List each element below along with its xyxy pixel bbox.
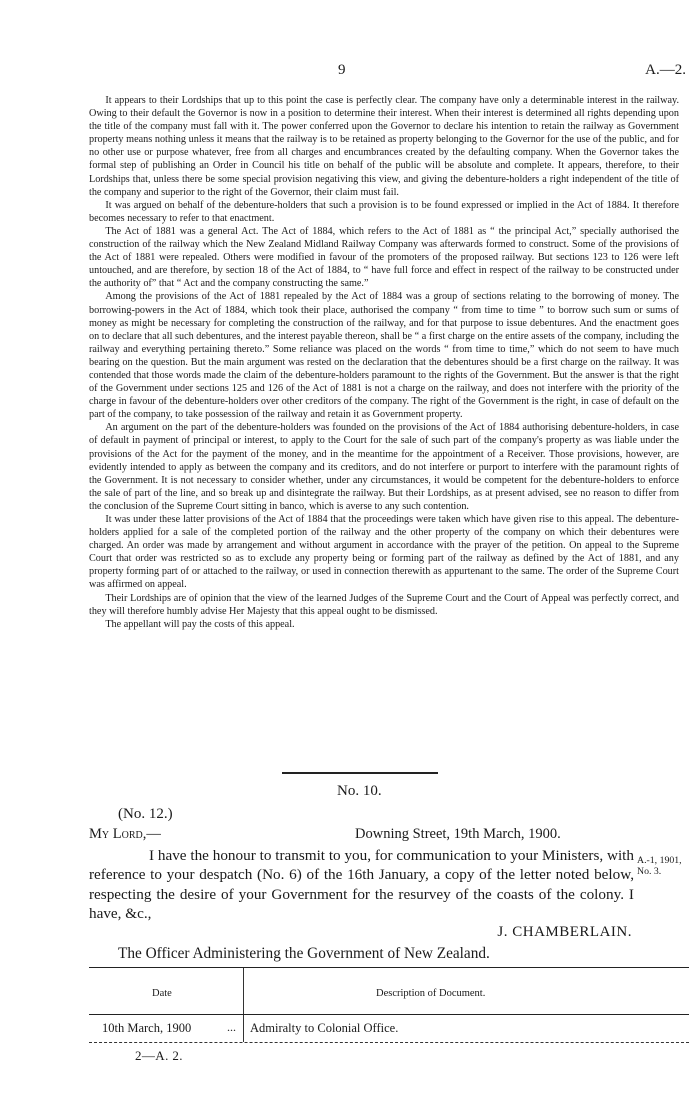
document-reference: A.—2. (645, 62, 686, 78)
letter-paragraph: I have the honour to transmit to you, for communication to your Ministers, with reference to your despatch (No. 6) of the 16th January, a copy of the letter noted below, respecting the desire of your Government for the resurvey of the coasts of the colony. I have, &c., (89, 847, 634, 923)
table-header-date: Date (152, 988, 172, 999)
table-cell-description: Admiralty to Colonial Office. (250, 1021, 399, 1035)
margin-note-line: No. 3. (637, 866, 662, 877)
letter-title: No. 10. (337, 783, 382, 799)
margin-note-line: A.-1, 1901, (637, 855, 682, 866)
salutation-text: My Lord,— (89, 826, 161, 842)
paragraph: It appears to their Lordships that up to this point the case is perfectly clear. The company have only a determinable interest in the railway. Owing to their default the Governor is now in a position to determine their interest. When their interest is determined all rights depending upon the title of the company must fall with it. The power conferred upon the Governor to declare his intention to retain the railway as Government property means nothing unless it means that the railway is to be retained as property belonging to the Governor for the use of the public, and for no other use or purpose whatever, free from all charges and encumbrances created by the defaulting company. When the Governor takes the formal step of publishing an Order in Council his title on behalf of the public will be absolute and complete. It appears, therefore, to their Lordships that, unless there be some special provision negativing this view, and giving the debenture-holders a right independent of the title of the company and superior to the right of the Governor, their claim must fail. (89, 95, 679, 198)
paragraph: It was argued on behalf of the debenture-holders that such a provision is to be found expressed or implied in the Act of 1884. It therefore becomes necessary to refer to that enactment. (89, 199, 679, 224)
table-leader-dots: ... (227, 1020, 236, 1034)
printer-signature-mark: 2—A. 2. (135, 1048, 183, 1063)
judgment-text (89, 94, 679, 631)
paragraph: The appellant will pay the costs of this appeal. (105, 618, 295, 630)
table-header-rule (89, 1014, 689, 1015)
table-top-rule (89, 967, 689, 968)
paragraph: An argument on the part of the debenture-holders was founded on the provisions of the Act of 1884 authorising debenture-holders, in case of default in payment of principal or interest, to apply to the Court for the sale of such part of the company's property as was liable under the provisions of the Act for the payment of the money, and in the meantime for the appointment of a Receiver. Those provisions, however, are evidently intended to apply as between the company and its creditors, and do not interfere or purport to interfere with the paramount rights of the Government. It is not necessary to consider whether, under any circumstances, it would be competent for the debenture-holders to enforce the sale of part of the line, and so break up and disintegrate the railway. But their Lordships, as at present advised, see no reason to differ from the conclusion of the Supreme Court sitting in banco, which is averse to any such contention. (89, 422, 679, 512)
table-header-description: Description of Document. (376, 988, 486, 999)
paragraph: Among the provisions of the Act of 1881 repealed by the Act of 1884 was a group of sections relating to the borrowing of money. The borrowing-powers in the Act of 1884, which took their place, authorised the company “ from time to time ” to borrow such sum or sums of money as might be necessary for completing the construction of the railway, and for that purpose to issue debentures. And the enactment goes on to declare that all such debentures, and the interest payable thereon, shall be “ a first charge on the entire assets of the company, including the railway and everything pertaining thereto.” Some reliance was placed on the words “ from time to time,” which do not seem to have much bearing on the question. But the main argument was rested on the declaration that the debentures should be a first charge on the railway. It was contended that those words made the claim of the debenture-holders paramount to the rights of the Government. But the answer is that the right of the Government under sections 125 and 126 of the Act of 1881 is not a charge on the railway, and does not interfere with the priority of the charge in favour of the debenture-holders over other creditors of the company. The right of the Government is the right, in case of default on the part of the company, to take possession of the railway and retain it as Government property. (89, 291, 679, 421)
dateline: Downing Street, 19th March, 1900. (355, 826, 561, 842)
table-bottom-rule (89, 1042, 689, 1043)
page-number: 9 (338, 62, 346, 78)
margin-note (637, 855, 682, 877)
letter-number: (No. 12.) (118, 806, 173, 822)
paragraph: Their Lordships are of opinion that the view of the learned Judges of the Supreme Court and the Court of Appeal was perfectly correct, and they will therefore humbly advise Her Majesty that this appeal ought to be dismissed. (89, 592, 679, 617)
paragraph: The Act of 1881 was a general Act. The Act of 1884, which refers to the Act of 1881 as “ the principal Act,” specially authorised the construction of the railway which the New Zealand Midland Railway Company was afterwards formed to construct. Some of the provisions of the Act of 1881 were repealed. Others were modified in favour of the promoters of the proposed railway. But sections 123 to 126 were left untouched, and are therefore, by section 18 of the Act of 1884, to “ have full force and effect in respect of the railway to be constructed under the authority of” that “ Act and the company constructing the same.” (89, 225, 679, 290)
section-divider (282, 772, 438, 774)
signature: J. CHAMBERLAIN. (497, 924, 632, 940)
addressee: The Officer Administering the Government of New Zealand. (118, 945, 490, 962)
paragraph: It was under these latter provisions of the Act of 1884 that the proceedings were taken which have given rise to this appeal. The debenture-holders applied for a sale of the completed portion of the railway and the other property of the company on which their debentures were charged. An order was made by arrangement and without argument in accordance with the prayer of the petition. On appeal to the Supreme Court that order was restricted so as to exclude any property being or forming part of the railway as defined by the Act of 1881, and any property forming part of or attached to the railway, or used in connection therewith as appurtenant to the same. The order of the Supreme Court was affirmed on appeal. (89, 514, 679, 591)
table-column-divider (243, 968, 244, 1042)
letter-body (89, 846, 634, 924)
table-cell-date: 10th March, 1900 (102, 1021, 192, 1035)
salutation (89, 826, 161, 843)
